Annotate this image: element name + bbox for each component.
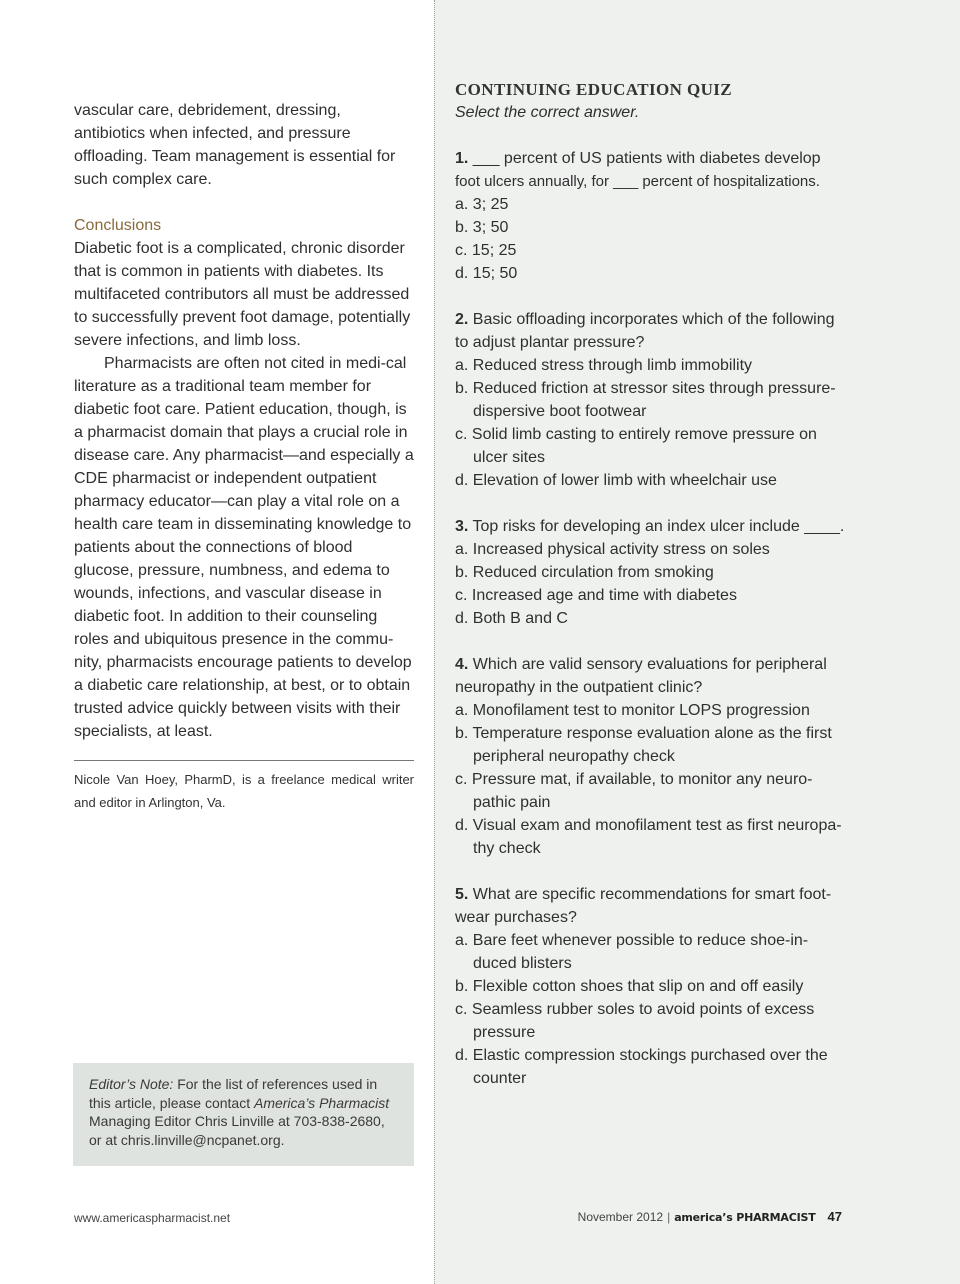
editor-note-box <box>73 1063 414 1166</box>
question-number: 1. <box>455 150 469 167</box>
answer-option-b: b. Flexible cotton shoes that slip on and off easily <box>455 978 804 995</box>
answer-option-c: c. Increased age and time with diabetes <box>455 587 737 604</box>
conclusions-heading: Conclusions <box>74 217 162 234</box>
question-stem-text: Top risks for developing an index ulcer include ____. <box>468 518 845 535</box>
editor-note-text-1: For the list of references used in this article, please contact <box>89 1076 378 1111</box>
answer-option-d: d. 15; 50 <box>455 265 518 282</box>
answer-option-a: a. Reduced stress through limb immobility <box>455 357 753 374</box>
page-number: 47 <box>827 1209 842 1224</box>
quiz-question-4 <box>455 653 845 860</box>
editor-note-publication: America’s Pharmacist <box>253 1094 390 1111</box>
answer-option-a: a. Increased physical activity stress on soles <box>455 541 770 558</box>
answer-option-d: d. Visual exam and monofilament test as first neuropa-thy check <box>455 817 842 857</box>
question-number: 3. <box>455 518 469 535</box>
answer-option-b: b. Reduced circulation from smoking <box>455 564 714 581</box>
question-stem <box>455 515 845 538</box>
conclusions-paragraph-2: Pharmacists are often not cited in medi-cal literature as a traditional team member for diabetic foot care. Patient education, though, is a pharmacist domain that plays a crucial role in disease care. Any pharmacist—and especially a CDE pharmacist or independent outpatient pharmacy educator—can play a vital role on a health care team in disseminating knowledge to patients about the connections of blood glucose, pressure, numbness, and edema to wounds, infections, and vascular disease in diabetic foot. In addition to their counseling roles and ubiquitous presence in the commu-nity, pharmacists encourage patients to develop a diabetic care relationship, at best, or to obtain trusted advice quickly between visits with their specialists, at least. <box>74 355 414 740</box>
answer-option-a: a. Monofilament test to monitor LOPS progression <box>455 702 810 719</box>
quiz-subtitle: Select the correct answer. <box>455 104 640 121</box>
column-divider <box>434 0 435 1284</box>
answer-option-c: c. Solid limb casting to entirely remove pressure on ulcer sites <box>455 426 817 466</box>
footer-brand-logo: america’s PHARMACIST <box>674 1211 816 1224</box>
quiz-question-2 <box>455 308 845 492</box>
answer-option-c: c. Pressure mat, if available, to monitor any neuro-pathic pain <box>455 771 813 811</box>
article-paragraph: vascular care, debridement, dressing, antibiotics when infected, and pressure offloading. Team management is essential for such complex care. <box>74 102 396 188</box>
answer-option-d: d. Elevation of lower limb with wheelchair use <box>455 472 777 489</box>
continuing-education-quiz <box>455 78 845 1113</box>
footer-date: November 2012 <box>577 1210 664 1224</box>
answer-option-b: b. 3; 50 <box>455 219 509 236</box>
quiz-title: CONTINUING EDUCATION QUIZ <box>455 80 732 99</box>
answer-option-d: d. Both B and C <box>455 610 568 627</box>
question-number: 5. <box>455 886 469 903</box>
answer-option-d: d. Elastic compression stockings purchased over the counter <box>455 1047 828 1087</box>
answer-option-b: b. Reduced friction at stressor sites through pressure-dispersive boot footwear <box>455 380 836 420</box>
question-stem <box>455 883 845 929</box>
quiz-question-5 <box>455 883 845 1090</box>
footer-website-url: www.americaspharmacist.net <box>74 1211 231 1225</box>
answer-option-c: c. 15; 25 <box>455 242 517 259</box>
question-number: 4. <box>455 656 469 673</box>
answer-option-a: a. Bare feet whenever possible to reduce shoe-in-duced blisters <box>455 932 809 972</box>
conclusions-paragraph-1: Diabetic foot is a complicated, chronic disorder that is common in patients with diabetes. Its multifaceted contributors all must be addressed to successfully prevent foot damage, potentially severe infections, and limb loss. <box>74 240 411 349</box>
answer-option-b: b. Temperature response evaluation alone as the first peripheral neuropathy check <box>455 725 832 765</box>
question-stem-text: ___ percent of US patients with diabetes develop <box>468 150 821 167</box>
question-stem-text: What are specific recommendations for smart foot-wear purchases? <box>455 886 832 926</box>
article-left-column <box>74 99 414 743</box>
question-stem-text: Basic offloading incorporates which of the following to adjust plantar pressure? <box>455 311 835 351</box>
question-stem-line-2: foot ulcers annually, for ___ percent of hospitalizations. <box>455 173 820 190</box>
question-stem <box>455 653 845 699</box>
footer-publication-info <box>577 1209 842 1224</box>
answer-option-c: c. Seamless rubber soles to avoid points of excess pressure <box>455 1001 815 1041</box>
question-stem-text: Which are valid sensory evaluations for peripheral neuropathy in the outpatient clinic? <box>455 656 827 696</box>
answer-option-a: a. 3; 25 <box>455 196 509 213</box>
question-number: 2. <box>455 311 469 328</box>
author-bio: Nicole Van Hoey, PharmD, is a freelance medical writer and editor in Arlington, Va. <box>74 772 414 810</box>
question-stem <box>455 308 845 354</box>
quiz-question-1 <box>455 147 845 285</box>
quiz-question-3 <box>455 515 845 630</box>
editor-note-label: Editor’s Note: <box>89 1076 174 1092</box>
question-stem <box>455 147 845 170</box>
editor-note-text-2: Managing Editor Chris Linville at 703-838-2680, or at chris.linville@ncpanet.org. <box>89 1113 385 1148</box>
footer-separator: | <box>667 1210 671 1224</box>
author-divider <box>74 760 414 761</box>
